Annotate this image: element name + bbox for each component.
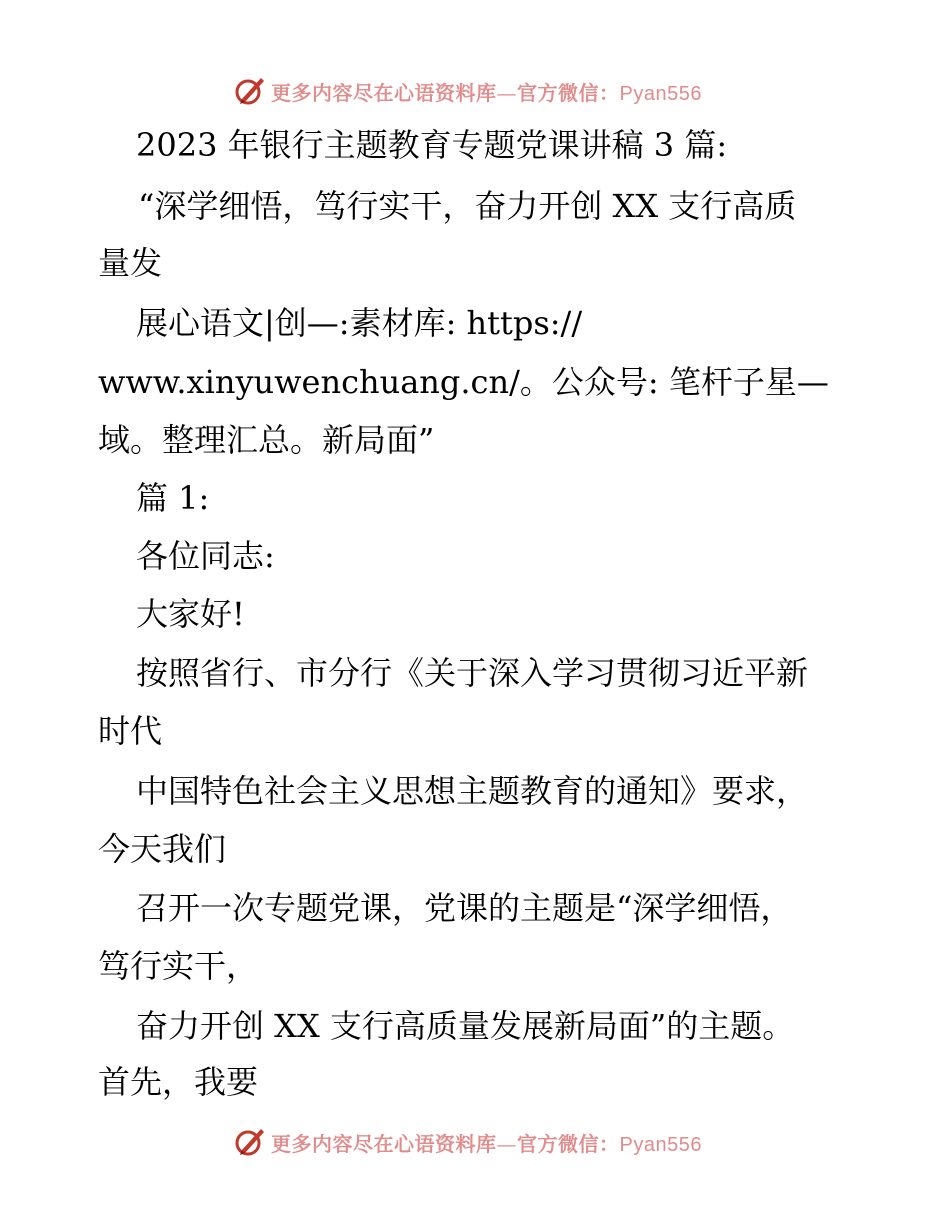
watermark-title: 更多内容尽在心语资料库 — [271, 1132, 497, 1156]
doc-line: 首先，我要 — [98, 1063, 259, 1101]
doc-line: 展心语文|创—:素材库: https:// — [136, 304, 583, 342]
watermark-separator: — — [496, 81, 517, 105]
doc-line: 时代 — [98, 712, 163, 750]
watermark-footer — [0, 1122, 950, 1162]
doc-line: 召开一次专题党课，党课的主题是“深学细悟， — [136, 889, 793, 927]
doc-line: 量发 — [98, 244, 163, 282]
doc-line: 今天我们 — [98, 830, 227, 868]
doc-line: 中国特色社会主义思想主题教育的通知》要求， — [136, 772, 809, 810]
doc-line: 各位同志: — [136, 537, 275, 575]
doc-line: 按照省行、市分行《关于深入学习贯彻习近平新 — [136, 654, 809, 692]
doc-title-line: 2023 年银行主题教育专题党课讲稿 3 篇: — [136, 126, 728, 164]
doc-line: 笃行实干， — [98, 947, 259, 985]
watermark-separator: — — [496, 1132, 517, 1156]
doc-line: 域。整理汇总。新局面” — [98, 421, 435, 459]
doc-line: “深学细悟，笃行实干，奋力开创 XX 支行高质 — [138, 187, 797, 225]
doc-line: www.xinyuwenchuang.cn/。公众号: 笔杆子星— — [98, 363, 829, 401]
doc-line: 大家好! — [136, 595, 245, 633]
watermark-code: Pyan556 — [619, 1134, 702, 1156]
watermark-text-group — [271, 1128, 702, 1157]
watermark-header — [0, 71, 950, 111]
watermark-text-group — [271, 77, 702, 106]
pen-logo-icon — [233, 73, 267, 107]
pen-logo-icon — [233, 1124, 267, 1158]
doc-line: 奋力开创 XX 支行高质量发展新局面”的主题。 — [136, 1007, 795, 1045]
watermark-code: Pyan556 — [619, 83, 702, 105]
watermark-label: 官方微信： — [517, 81, 620, 105]
watermark-title: 更多内容尽在心语资料库 — [271, 81, 497, 105]
watermark-label: 官方微信： — [517, 1132, 620, 1156]
doc-line: 篇 1: — [136, 479, 210, 517]
